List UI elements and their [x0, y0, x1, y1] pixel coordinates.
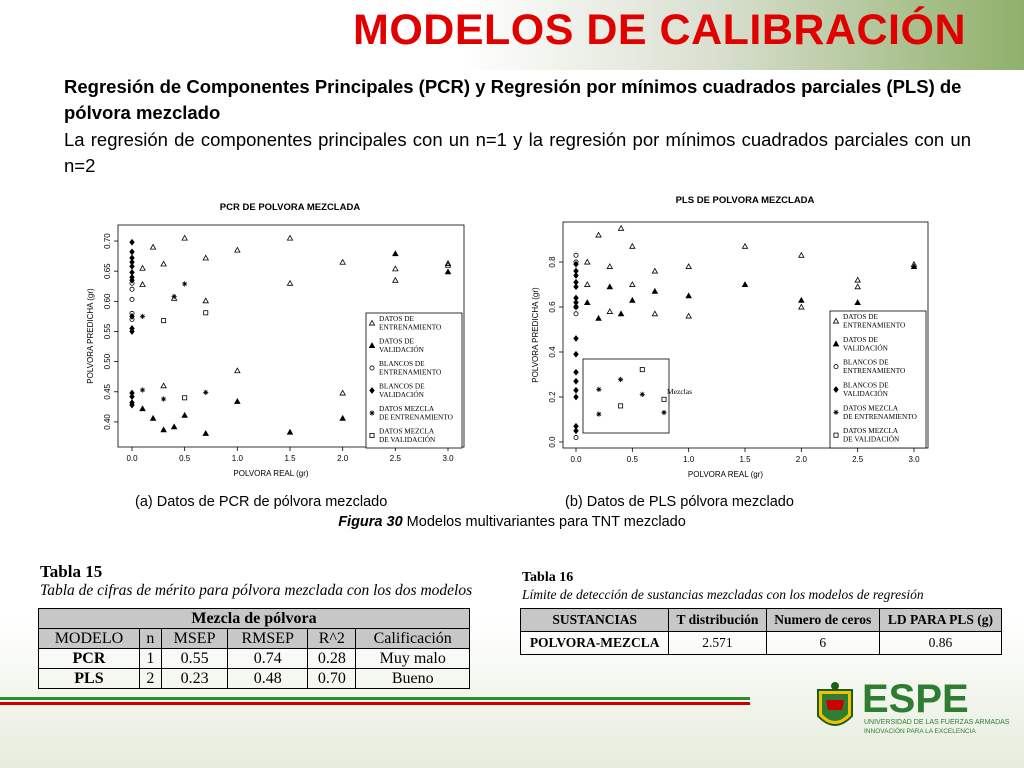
data-point	[161, 427, 166, 432]
data-point	[607, 284, 612, 289]
data-point	[574, 428, 578, 433]
data-point	[574, 435, 578, 439]
legend	[830, 311, 926, 448]
data-point	[661, 410, 666, 415]
legend-label-line: DE VALIDACIÓN	[379, 435, 436, 444]
table15-header-cell: RMSEP	[228, 629, 308, 649]
data-point	[686, 313, 691, 318]
table15-subtitle: Tabla de cifras de mérito para pólvora mezclada con los dos modelos	[40, 582, 473, 599]
table15-cell: 2	[139, 669, 161, 689]
table-row	[39, 669, 470, 689]
x-tick-label: 1.0	[231, 454, 243, 463]
pls-chart	[520, 186, 932, 492]
table15-cell: 0.28	[308, 649, 356, 669]
table15	[38, 608, 470, 689]
data-point	[203, 255, 208, 260]
table16-cell: 6	[766, 632, 879, 655]
legend-label-line: ENTRENAMIENTO	[843, 366, 906, 376]
y-axis-label: POLVORA PREDICHA (gr)	[531, 287, 540, 383]
pcr-scatter-plot	[78, 192, 468, 492]
data-point	[799, 304, 804, 309]
y-tick-label: 0.65	[103, 263, 112, 279]
table-row	[521, 632, 1002, 655]
legend-label-line: DATOS MEZCLA	[379, 426, 435, 436]
table15-header-row	[39, 629, 470, 649]
data-point	[574, 262, 578, 267]
legend-label-line: VALIDACIÓN	[843, 389, 888, 398]
data-point	[340, 416, 345, 421]
data-point	[799, 253, 804, 258]
data-point	[630, 298, 635, 303]
data-point	[574, 312, 578, 316]
data-point	[855, 277, 860, 282]
x-tick-label: 3.0	[442, 454, 454, 463]
logo-wordmark: ESPE	[862, 677, 969, 721]
legend-label-line: BLANCOS DE	[843, 357, 889, 367]
figure-caption	[0, 514, 1024, 530]
x-tick-label: 0.5	[179, 454, 191, 463]
data-point	[150, 244, 155, 249]
data-point	[161, 383, 166, 388]
data-point	[574, 379, 578, 384]
legend-label-line: ENTRENAMIENTO	[843, 320, 906, 330]
data-point	[235, 247, 240, 252]
table16	[520, 608, 1002, 655]
data-point	[596, 412, 601, 417]
data-point	[287, 430, 292, 435]
table15-cell: 1	[139, 649, 161, 669]
data-point	[161, 396, 166, 401]
data-point	[585, 259, 590, 264]
legend-label-line: VALIDACIÓN	[843, 343, 888, 353]
data-point	[574, 352, 578, 357]
legend-label-line: DE ENTRENAMIENTO	[379, 412, 453, 422]
table15-header-cell: MODELO	[39, 629, 140, 649]
pls-scatter-plot	[520, 186, 932, 492]
table16-header-cell: T distribución	[669, 609, 766, 632]
data-point	[618, 377, 623, 382]
data-point	[630, 244, 635, 249]
data-point	[182, 413, 187, 418]
data-point	[393, 251, 398, 256]
mezclas-inset-label: Mezclas	[667, 387, 692, 396]
legend	[366, 313, 462, 448]
data-point	[585, 300, 590, 305]
y-tick-label: 0.50	[103, 353, 112, 370]
x-tick-label: 0.5	[626, 455, 638, 464]
y-tick-label: 0.40	[103, 414, 112, 430]
chart-title: PLS DE POLVORA MEZCLADA	[675, 195, 815, 206]
data-point	[203, 298, 208, 303]
table16-header-row	[521, 609, 1002, 632]
espe-logo-graphic	[812, 676, 1012, 746]
y-tick-label: 0.45	[103, 383, 112, 400]
legend-label-line: VALIDACIÓN	[379, 345, 424, 354]
data-point	[574, 336, 578, 341]
x-axis-label: POLVORA REAL (gr)	[687, 470, 764, 479]
legend-label-line: ENTRENAMIENTO	[379, 322, 442, 332]
data-point	[652, 311, 657, 316]
data-point	[140, 314, 145, 319]
y-tick-label: 0.70	[103, 233, 112, 249]
data-point	[574, 253, 578, 257]
data-point	[574, 284, 578, 289]
table-row	[39, 649, 470, 669]
chart-title: PCR DE POLVORA MEZCLADA	[219, 202, 361, 213]
data-point	[686, 293, 691, 298]
data-point	[393, 266, 398, 271]
legend-label-line: DE ENTRENAMIENTO	[843, 411, 917, 421]
data-point	[287, 281, 292, 286]
data-point	[162, 319, 166, 323]
data-point	[630, 282, 635, 287]
logo-line2: INNOVACIÓN PARA LA EXCELENCIA	[864, 728, 976, 735]
table15-cell: Bueno	[356, 669, 470, 689]
table16-cell: 0.86	[879, 632, 1001, 655]
y-tick-label: 0.8	[548, 256, 557, 268]
table16-subtitle: Límite de detección de sustancias mezcladas con los modelos de regresión	[522, 587, 924, 602]
legend-label-line: BLANCOS DE	[843, 380, 889, 390]
legend-label	[843, 426, 900, 444]
data-point	[140, 266, 145, 271]
pcr-chart	[78, 192, 468, 492]
data-point	[150, 416, 155, 421]
x-tick-label: 1.5	[739, 455, 751, 464]
caption-b: (b) Datos de PLS pólvora mezclado	[565, 494, 794, 510]
body-paragraph: La regresión de componentes principales con un n=1 y la regresión por mínimos cuadrados parciales con un n=2	[64, 129, 971, 176]
caption-a: (a) Datos de PCR de pólvora mezclado	[135, 494, 388, 510]
table15-cell: Muy malo	[356, 649, 470, 669]
legend-label	[843, 381, 889, 399]
data-point	[203, 390, 208, 395]
table15-cell: 0.55	[162, 649, 228, 669]
data-point	[652, 268, 657, 273]
slide-title: MODELOS DE CALIBRACIÓN	[353, 6, 966, 54]
crest-icon	[818, 682, 852, 725]
data-point	[130, 297, 134, 301]
legend-label-line: DATOS MEZCLA	[379, 404, 435, 413]
x-tick-label: 2.5	[389, 454, 401, 463]
data-point	[203, 431, 208, 436]
data-point	[742, 244, 747, 249]
x-tick-label: 0.0	[570, 455, 582, 464]
data-point	[640, 392, 645, 397]
section-heading: Regresión de Componentes Principales (PCR) y Regresión por mínimos cuadrados parciales (PLS) de pólvora mezclado	[64, 76, 962, 123]
green-stripe	[0, 697, 750, 700]
data-point	[183, 396, 187, 400]
data-point	[618, 311, 623, 316]
data-point	[140, 406, 145, 411]
y-tick-label: 0.4	[548, 346, 557, 358]
x-tick-label: 2.0	[795, 455, 807, 464]
figure-caption-text: Modelos multivariantes para TNT mezclado	[402, 514, 686, 530]
data-point	[340, 260, 345, 265]
table15-header-cell: MSEP	[162, 629, 228, 649]
legend-label-line: DATOS DE	[379, 336, 414, 346]
data-point	[140, 387, 145, 392]
data-point	[607, 264, 612, 269]
legend-label-line: DATOS DE	[843, 312, 878, 321]
y-tick-label: 0.55	[103, 323, 112, 340]
data-point	[596, 316, 601, 321]
table16-header-cell: LD PARA PLS (g)	[879, 609, 1001, 632]
legend-label-line: VALIDACIÓN	[379, 390, 424, 399]
data-point	[130, 249, 134, 254]
data-point	[130, 240, 134, 245]
data-point	[855, 284, 860, 289]
data-point	[640, 368, 644, 372]
legend-label	[379, 427, 436, 445]
x-axis-label: POLVORA REAL (gr)	[233, 469, 309, 478]
y-tick-label: 0.60	[103, 293, 112, 310]
data-point	[130, 394, 134, 399]
data-point	[574, 388, 578, 393]
table15-header-cell: R^2	[308, 629, 356, 649]
y-tick-label: 0.6	[548, 301, 557, 313]
espe-logo	[812, 676, 1012, 746]
data-point	[618, 404, 622, 408]
x-tick-label: 2.0	[337, 454, 349, 463]
data-point	[182, 281, 187, 286]
data-point	[799, 298, 804, 303]
data-point	[574, 273, 578, 278]
table15-title: Tabla 15	[40, 562, 103, 581]
data-point	[662, 397, 666, 401]
data-point	[596, 232, 601, 237]
data-point	[445, 269, 450, 274]
legend-label-line: DATOS DE	[843, 334, 878, 344]
data-point	[130, 264, 134, 269]
table15-header-cell: Calificación	[356, 629, 470, 649]
data-point	[618, 226, 623, 231]
data-point	[287, 235, 292, 240]
data-point	[340, 390, 345, 395]
y-tick-label: 0.2	[548, 391, 557, 403]
table15-header-cell: n	[139, 629, 161, 649]
x-tick-label: 2.5	[852, 455, 864, 464]
legend-label-line: BLANCOS DE	[379, 359, 425, 368]
data-point	[574, 370, 578, 375]
table15-cell: PCR	[39, 649, 140, 669]
data-point	[172, 424, 177, 429]
table15-group-header: Mezcla de pólvora	[39, 609, 470, 629]
x-tick-label: 1.0	[683, 455, 695, 464]
x-tick-label: 0.0	[126, 454, 138, 463]
y-tick-label: 0.0	[548, 436, 557, 448]
legend-label-line: DE VALIDACIÓN	[843, 434, 900, 444]
data-point	[596, 387, 601, 392]
data-point	[574, 394, 578, 399]
data-point	[585, 282, 590, 287]
x-tick-label: 3.0	[908, 455, 920, 464]
mezclas-inset-box	[583, 359, 669, 433]
red-stripe	[0, 702, 750, 705]
data-point	[607, 309, 612, 314]
table16-header-cell: Numero de ceros	[766, 609, 879, 632]
data-point	[393, 278, 398, 283]
x-tick-label: 1.5	[284, 454, 296, 463]
table15-cell: 0.70	[308, 669, 356, 689]
logo-line1: UNIVERSIDAD DE LAS FUERZAS ARMADAS	[864, 719, 1010, 726]
legend-label-line: DATOS MEZCLA	[843, 403, 899, 413]
data-point	[235, 368, 240, 373]
table16-title: Tabla 16	[522, 570, 574, 585]
data-point	[130, 287, 134, 291]
table15-cell: PLS	[39, 669, 140, 689]
data-point	[182, 235, 187, 240]
figure-number: Figura 30	[338, 514, 403, 530]
legend-label	[379, 382, 425, 400]
table16-cell: POLVORA-MEZCLA	[521, 632, 669, 655]
table16-cell: 2.571	[669, 632, 766, 655]
table15-cell: 0.48	[228, 669, 308, 689]
y-axis-label: POLVORA PREDICHA (gr)	[86, 288, 95, 384]
table16-header-cell: SUSTANCIAS	[521, 609, 669, 632]
table15-cell: 0.74	[228, 649, 308, 669]
data-point	[686, 264, 691, 269]
data-point	[161, 261, 166, 266]
legend-label-line: BLANCOS DE	[379, 381, 425, 391]
data-point	[855, 300, 860, 305]
legend-label-line: ENTRENAMIENTO	[379, 367, 442, 377]
data-point	[140, 282, 145, 287]
legend-label-line: DATOS MEZCLA	[843, 426, 899, 436]
data-point	[235, 399, 240, 404]
legend-marker	[369, 410, 374, 415]
table15-cell: 0.23	[162, 669, 228, 689]
data-point	[652, 289, 657, 294]
legend-label-line: DATOS DE	[379, 314, 414, 323]
data-point	[204, 311, 208, 315]
data-point	[742, 282, 747, 287]
